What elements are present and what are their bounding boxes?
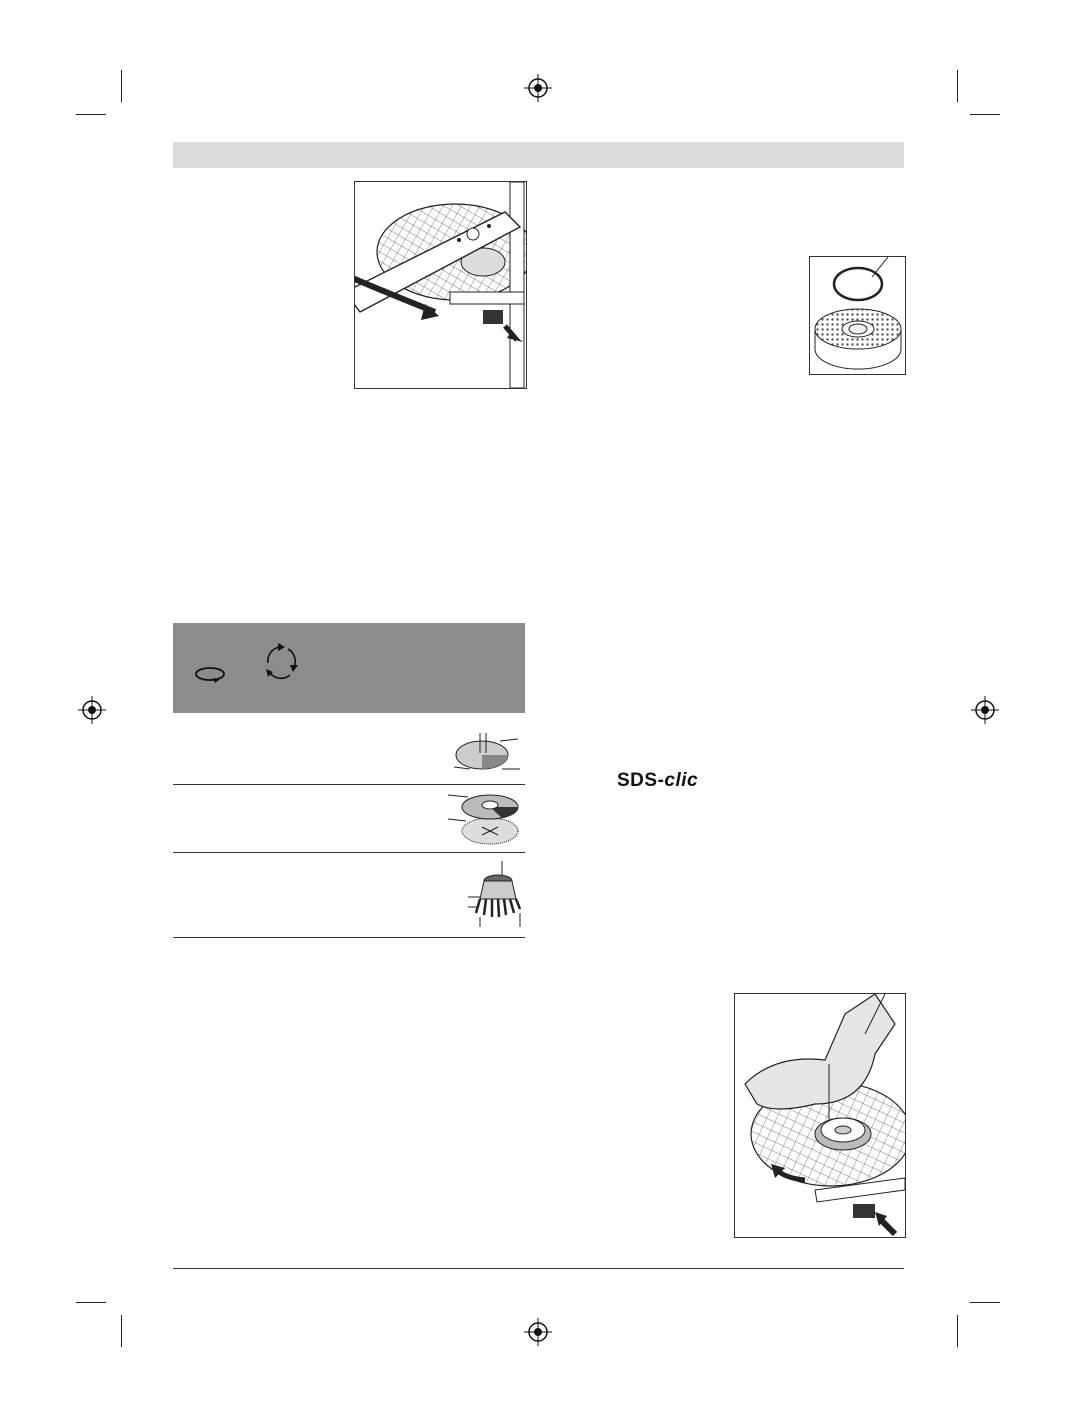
crop-mark	[76, 114, 106, 115]
footer-rule	[173, 1268, 904, 1269]
registration-mark-icon	[971, 696, 999, 724]
table-divider	[173, 784, 525, 785]
crop-mark	[957, 1315, 958, 1347]
figure-quick-clamp-nut	[734, 993, 906, 1238]
crop-mark	[970, 1302, 1000, 1303]
figure-spanner-tightening	[354, 181, 527, 389]
sds-logo-suffix: clic	[664, 770, 699, 791]
cutting-disc-icon	[452, 731, 522, 773]
table-divider	[173, 937, 525, 938]
cup-brush-icon	[466, 859, 524, 929]
figure-flange-o-ring	[809, 256, 906, 375]
grinding-disc-icon	[446, 789, 522, 847]
page-header-bar	[173, 142, 904, 168]
recycle-arrows-icon	[258, 641, 304, 683]
rotation-direction-icon	[193, 664, 227, 684]
table-divider	[173, 852, 525, 853]
registration-mark-icon	[524, 74, 552, 102]
sds-logo-prefix: SDS-	[617, 770, 665, 791]
registration-mark-icon	[78, 696, 106, 724]
crop-mark	[957, 70, 958, 102]
crop-mark	[121, 70, 122, 102]
crop-mark	[121, 1315, 122, 1347]
registration-mark-icon	[524, 1318, 552, 1346]
sds-clic-logo	[617, 770, 698, 792]
crop-mark	[76, 1302, 106, 1303]
crop-mark	[970, 114, 1000, 115]
